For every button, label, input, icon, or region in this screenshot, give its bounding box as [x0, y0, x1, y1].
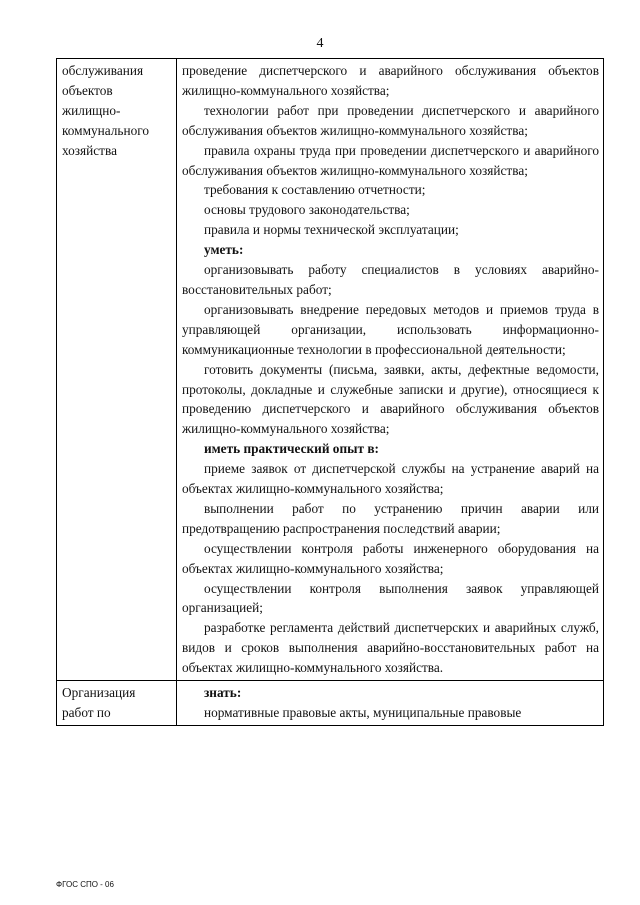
requirement-item: организовывать внедрение передовых методов и приемов труда в управляющей организации, использовать информационно-коммуникационные технологии в профессиональной деятельности; [181, 301, 599, 357]
requirement-item: готовить документы (письма, заявки, акты, дефектные ведомости, протоколы, докладные и служебные записки и другие), относящиеся к проведению диспетчерского и аварийного обслуживания объектов жилищно-коммунального хозяйства; [181, 361, 599, 437]
requirement-item: разработке регламента действий диспетчерских и аварийных служб, видов и сроков выполнения аварийно-восстановительных работ на объектах жилищно-коммунального хозяйства. [181, 620, 599, 676]
requirement-item: основы трудового законодательства; [203, 202, 410, 218]
requirement-item: правила и нормы технической эксплуатации; [203, 222, 459, 238]
requirement-item: требования к составлению отчетности; [203, 182, 426, 198]
competency-area-cell [57, 681, 177, 726]
requirement-item: организовывать работу специалистов в условиях аварийно-восстановительных работ; [181, 262, 599, 297]
table-row [57, 681, 604, 726]
requirements-heading: иметь практический опыт в: [203, 441, 379, 457]
requirement-item: осуществлении контроля выполнения заявок управляющей организацией; [181, 580, 599, 616]
competency-area-cell [57, 59, 177, 681]
requirements-heading: уметь: [203, 242, 244, 258]
requirement-item: приеме заявок от диспетчерской службы на устранение аварий на объектах жилищно-коммунального хозяйства; [181, 461, 599, 497]
competency-area-line: коммунального [62, 122, 150, 138]
requirement-item: технологии работ при проведении диспетчерского и аварийного обслуживания объектов жилищно-коммунального хозяйства; [181, 102, 599, 138]
competency-area-line: обслуживания [62, 63, 144, 78]
competency-table [56, 58, 604, 726]
requirements-cell [176, 681, 603, 726]
competency-area-line: хозяйства [62, 142, 117, 158]
requirement-item: осуществлении контроля работы инженерного оборудования на объектах жилищно-коммунального хозяйства; [181, 540, 599, 576]
competency-area-line: объектов [62, 82, 113, 98]
requirements-heading: знать: [203, 685, 242, 701]
requirement-item: нормативные правовые акты, муниципальные правовые [203, 705, 522, 720]
competency-area-line: Организация [62, 685, 136, 701]
table-row [57, 59, 604, 681]
requirements-cell [176, 59, 603, 681]
document-footer: ФГОС СПО - 06 [56, 880, 114, 889]
requirement-item: выполнении работ по устранению причин аварии или предотвращению распространения последствий аварии; [181, 500, 599, 536]
requirement-item: проведение диспетчерского и аварийного обслуживания объектов жилищно-коммунального хозяйства; [181, 63, 599, 98]
page-number: 4 [316, 36, 324, 51]
requirement-item: правила охраны труда при проведении диспетчерского и аварийного обслуживания объектов жилищно-коммунального хозяйства; [181, 142, 599, 178]
competency-area-line: жилищно- [62, 102, 121, 118]
competency-area-line: работ по [62, 705, 111, 720]
